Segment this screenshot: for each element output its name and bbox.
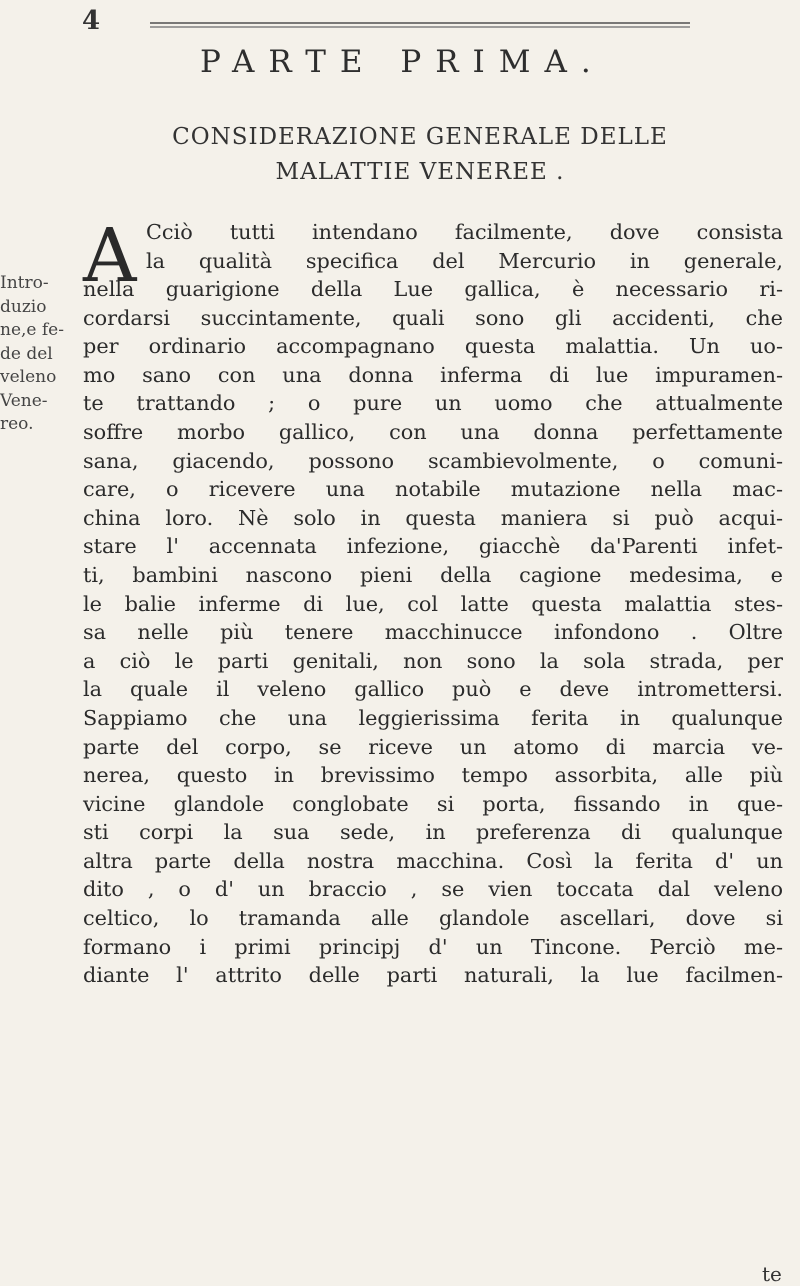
text-line: te trattando ; o pure un uomo che attualmente (83, 391, 783, 416)
page-number: 4 (82, 6, 101, 36)
text-line: formano i primi principj d' un Tincone. Perciò me- (83, 934, 783, 959)
section-title (140, 120, 700, 190)
margin-note-line: veleno (0, 367, 57, 387)
text-line: la qualità specifica del Mercurio in generale, (146, 248, 783, 273)
body-text (83, 275, 783, 990)
text-line: parte del corpo, se riceve un atomo di marcia ve- (83, 734, 783, 759)
margin-note-line: ne,e fe- (0, 320, 64, 340)
text-line: per ordinario accompagnano questa malattia. Un uo- (83, 334, 783, 359)
text-line: altra parte della nostra macchina. Così la ferita d' un (83, 848, 783, 873)
margin-note-line: de del (0, 343, 53, 364)
text-line: diante l' attrito delle parti naturali, la lue facilmen- (83, 963, 783, 988)
header-rule (150, 22, 690, 28)
margin-note-line: duzio (0, 296, 47, 317)
text-line: china loro. Nè solo in questa maniera si può acqui- (83, 505, 783, 530)
text-line: sa nelle più tenere macchinucce infondono . Oltre (83, 620, 783, 645)
part-title: PARTE PRIMA. (200, 44, 605, 80)
text-line: Sappiamo che una leggierissima ferita in qualunque (83, 705, 783, 730)
text-line: celtico, lo tramanda alle glandole ascellari, dove si (83, 906, 783, 931)
catchword: te (762, 1262, 782, 1286)
text-line: nerea, questo in brevissimo tempo assorbita, alle più (83, 763, 783, 788)
text-line: a ciò le parti genitali, non sono la sola strada, per (83, 648, 783, 673)
text-line: sti corpi la sua sede, in preferenza di qualunque (83, 820, 783, 845)
text-line: soffre morbo gallico, con una donna perfettamente (83, 419, 783, 444)
drop-cap: A (83, 213, 137, 299)
text-line: Cciò tutti intendano facilmente, dove consista (146, 220, 783, 244)
text-line: sana, giacendo, possono scambievolmente, o comuni- (83, 448, 783, 473)
section-title-line: CONSIDERAZIONE GENERALE DELLE (172, 124, 668, 150)
text-line: cordarsi succintamente, quali sono gli accidenti, che (83, 305, 783, 330)
text-line: nella guarigione della Lue gallica, è necessario ri- (83, 277, 783, 301)
text-line: le balie inferme di lue, col latte questa malattia stes- (83, 591, 783, 616)
text-line: care, o ricevere una notabile mutazione nella mac- (83, 477, 783, 502)
text-line: vicine glandole conglobate si porta, fissando in que- (83, 791, 783, 816)
text-line: la quale il veleno gallico può e deve intromettersi. (83, 677, 783, 702)
text-line: mo sano con una donna inferma di lue impuramen- (83, 362, 783, 387)
opening-lines (146, 218, 783, 275)
margin-note (0, 272, 76, 437)
margin-note-line: reo. (0, 414, 34, 434)
text-line: stare l' accennata infezione, giacchè da'Parenti infet- (83, 534, 783, 559)
text-line: dito , o d' un braccio , se vien toccata dal veleno (83, 877, 783, 902)
section-title-line: MALATTIE VENEREE . (275, 159, 565, 185)
margin-note-line: Vene- (0, 390, 48, 411)
margin-note-line: Intro- (0, 273, 49, 293)
text-line: ti, bambini nascono pieni della cagione medesima, e (83, 562, 783, 587)
